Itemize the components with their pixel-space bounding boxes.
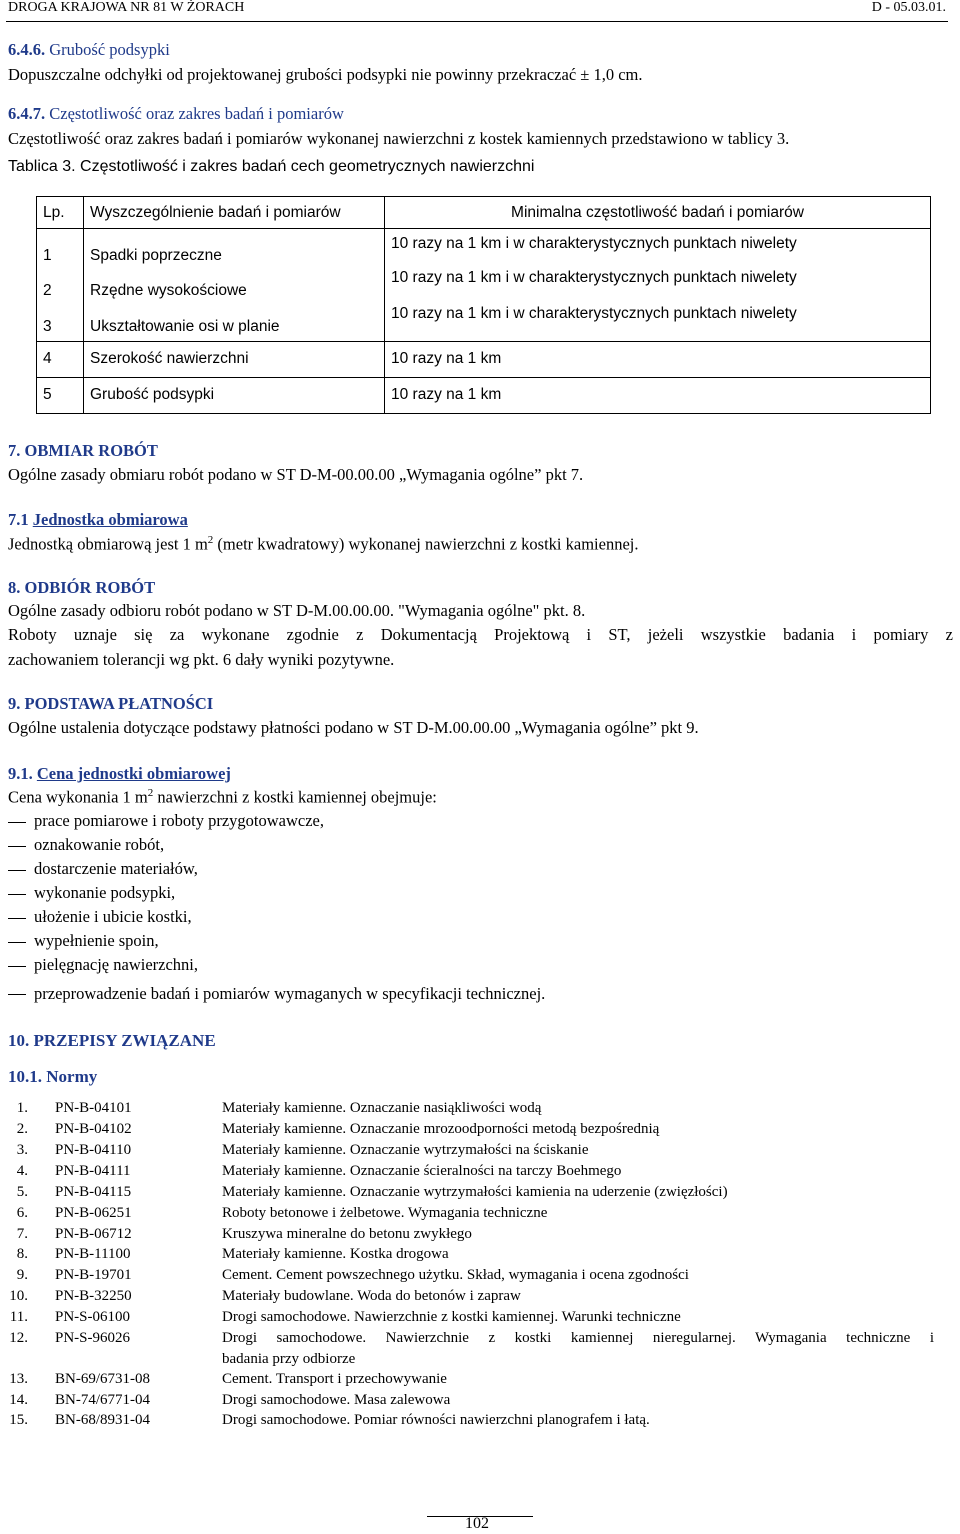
section-10-heading [8, 1031, 216, 1051]
section-10-number: 10. [8, 1031, 30, 1050]
section-9-heading [8, 694, 213, 714]
norm-number: 2. [16, 1121, 28, 1137]
norm-description: Materiały kamienne. Oznaczanie mrozoodporności metodą bezpośrednią [222, 1121, 660, 1137]
table-header-lp: Lp. [37, 197, 84, 229]
section-7-text: Ogólne zasady obmiaru robót podano w ST D-M-00.00.00 „Wymagania ogólne” pkt 7. [8, 465, 584, 484]
norm-number: 14. [9, 1392, 28, 1408]
section-647-heading [8, 104, 344, 124]
section-9-number: 9. [8, 694, 21, 713]
norm-number: 3. [16, 1142, 28, 1158]
norm-code: PN-B-04111 [55, 1163, 131, 1179]
norm-description: Drogi samochodowe. Pomiar równości nawierzchni planografem i łatą. [222, 1412, 650, 1428]
list-item: wykonanie podsypki, [34, 883, 176, 902]
table-3-caption: Tablica 3. Częstotliwość i zakres badań cech geometrycznych nawierzchni [8, 158, 535, 175]
norm-number: 6. [16, 1205, 28, 1221]
list-item: oznakowanie robót, [34, 835, 165, 854]
norm-description: Drogi samochodowe. Masa zalewowa [222, 1392, 451, 1408]
norm-number: 10. [9, 1288, 28, 1304]
section-91-heading [8, 764, 231, 784]
norm-code: PN-S-06100 [55, 1309, 131, 1325]
table-row [37, 269, 931, 305]
section-8-text-1: Ogólne zasady odbioru robót podano w ST D-M.00.00.00. "Wymagania ogólne" pkt. 8. [8, 601, 586, 620]
dash-bullet-icon [8, 846, 26, 847]
section-71-number: 7.1 [8, 510, 29, 529]
section-646-title: Grubość podsypki [49, 40, 170, 59]
norm-description: Materiały kamienne. Oznaczanie nasiąkliwości wodą [222, 1100, 542, 1116]
norm-code: PN-B-32250 [55, 1288, 132, 1304]
superscript: 2 [207, 534, 214, 546]
table-cell-name: Spadki poprzeczne [84, 235, 385, 269]
dash-bullet-icon [8, 942, 26, 943]
norm-code: PN-B-04101 [55, 1100, 132, 1116]
norm-description: Materiały kamienne. Kostka drogowa [222, 1246, 449, 1262]
section-8-text-2a: Roboty uznaje się za wykonane zgodnie z Dokumentacją Projektową i ST, jeżeli wszystkie badania i pomiary z [8, 625, 953, 644]
dash-bullet-icon [8, 822, 26, 823]
section-101-number: 10.1. [8, 1067, 42, 1086]
norm-code: PN-B-19701 [55, 1267, 132, 1283]
section-646-heading [8, 40, 170, 60]
table-row [37, 341, 931, 377]
section-9-title: PODSTAWA PŁATNOŚCI [24, 694, 214, 713]
section-71-title: Jednostka obmiarowa [32, 510, 188, 529]
norm-description: Materiały kamienne. Oznaczanie wytrzymałości kamienia na uderzenie (zwięzłości) [222, 1184, 728, 1200]
norm-code: PN-B-11100 [55, 1246, 131, 1262]
norm-description: Kruszywa mineralne do betonu zwykłego [222, 1226, 472, 1242]
section-7-heading [8, 441, 158, 461]
section-91-text: Cena wykonania 1 $m^2$ nawierzchni z kostki kamiennej obejmuje: [8, 787, 437, 807]
section-8-title: ODBIÓR ROBÓT [24, 578, 156, 597]
dash-bullet-icon [8, 994, 26, 995]
table-header-row [37, 197, 931, 229]
dash-bullet-icon [8, 918, 26, 919]
section-7-title: OBMIAR ROBÓT [24, 441, 158, 460]
norm-number: 15. [9, 1412, 28, 1428]
section-91-title: Cena jednostki obmiarowej [36, 764, 231, 783]
norm-number: 8. [16, 1246, 28, 1262]
section-71-text: Jednostką obmiarową jest 1 $m^2$ (metr kwadratowy) wykonanej nawierzchni z kostki kamiennej. [8, 534, 639, 554]
dash-bullet-icon [8, 966, 26, 967]
section-71-heading [8, 510, 188, 530]
dash-bullet-icon [8, 870, 26, 871]
table-cell-name: Szerokość nawierzchni [84, 341, 385, 377]
table-row [37, 377, 931, 413]
table-row [37, 235, 931, 269]
section-8-number: 8. [8, 578, 21, 597]
norm-description: Cement. Cement powszechnego użytku. Skład, wymagania i ocena zgodności [222, 1267, 689, 1283]
table-header-name: Wyszczególnienie badań i pomiarów [84, 197, 385, 229]
table-header-frequency: Minimalna częstotliwość badań i pomiarów [385, 197, 931, 229]
norm-code: PN-B-04115 [55, 1184, 132, 1200]
document-header-code: D - 05.03.01. [871, 0, 946, 15]
norm-description: Drogi samochodowe. Nawierzchnie z kostki kamiennej. Warunki techniczne [222, 1309, 681, 1325]
section-101-title: Normy [46, 1067, 98, 1086]
list-item: ułożenie i ubicie kostki, [34, 907, 192, 926]
norm-description: Materiały budowlane. Woda do betonów i zapraw [222, 1288, 521, 1304]
table-row [37, 305, 931, 341]
table-cell-lp: 3 [37, 305, 84, 341]
table-cell-name: Grubość podsypki [84, 377, 385, 413]
norm-number: 7. [16, 1226, 28, 1242]
section-7-number: 7. [8, 441, 21, 460]
table-cell-lp: 1 [37, 235, 84, 269]
norm-number: 12. [9, 1330, 28, 1346]
table-cell-frequency: 10 razy na 1 km i w charakterystycznych punktach niwelety [385, 235, 931, 269]
section-10-title: PRZEPISY ZWIĄZANE [33, 1031, 216, 1050]
table-cell-lp: 2 [37, 269, 84, 305]
table-cell-frequency: 10 razy na 1 km i w charakterystycznych punktach niwelety [385, 305, 931, 341]
table-cell-frequency: 10 razy na 1 km [385, 341, 931, 377]
superscript: 2 [147, 787, 154, 799]
table-3 [36, 196, 931, 414]
norm-code: PN-B-04110 [55, 1142, 132, 1158]
norm-code: BN-74/6771-04 [55, 1392, 150, 1408]
list-item: dostarczenie materiałów, [34, 859, 198, 878]
section-8-text-2b: zachowaniem tolerancji wg pkt. 6 dały wyniki pozytywne. [8, 650, 395, 669]
section-91-number: 9.1. [8, 764, 33, 783]
table-cell-name: Rzędne wysokościowe [84, 269, 385, 305]
norm-description-continued: badania przy odbiorze [222, 1351, 356, 1367]
norm-code: PN-B-04102 [55, 1121, 132, 1137]
norm-description: Roboty betonowe i żelbetowe. Wymagania techniczne [222, 1205, 548, 1221]
norm-number: 9. [16, 1267, 28, 1283]
dash-bullet-icon [8, 894, 26, 895]
norm-code: BN-68/8931-04 [55, 1412, 150, 1428]
section-647-number: 6.4.7. [8, 104, 46, 123]
section-8-heading [8, 578, 155, 598]
norm-description: Drogi samochodowe. Nawierzchnie z kostki kamiennej nieregularnej. Wymagania techniczne i [222, 1330, 934, 1346]
norm-number: 13. [9, 1371, 28, 1387]
table-cell-frequency: 10 razy na 1 km [385, 377, 931, 413]
norm-number: 5. [16, 1184, 28, 1200]
list-item: przeprowadzenie badań i pomiarów wymaganych w specyfikacji technicznej. [34, 984, 546, 1003]
table-cell-name: Ukształtowanie osi w planie [84, 305, 385, 341]
norm-code: BN-69/6731-08 [55, 1371, 150, 1387]
section-101-heading [8, 1067, 97, 1087]
table-cell-frequency: 10 razy na 1 km i w charakterystycznych punktach niwelety [385, 269, 931, 305]
page-number: 102 [465, 1515, 489, 1532]
norm-code: PN-B-06712 [55, 1226, 132, 1242]
norm-description: Materiały kamienne. Oznaczanie ścieralności na tarczy Boehmego [222, 1163, 622, 1179]
section-646-number: 6.4.6. [8, 40, 46, 59]
list-item: wypełnienie spoin, [34, 931, 159, 950]
section-9-text: Ogólne ustalenia dotyczące podstawy płatności podano w ST D-M.00.00.00 „Wymagania ogólne” pkt 9. [8, 718, 699, 737]
norm-number: 4. [16, 1163, 28, 1179]
norm-number: 11. [9, 1309, 28, 1325]
header-divider [6, 21, 948, 22]
norm-code: PN-S-96026 [55, 1330, 131, 1346]
list-item: prace pomiarowe i roboty przygotowawcze, [34, 811, 325, 830]
norm-code: PN-B-06251 [55, 1205, 132, 1221]
table-cell-lp: 5 [37, 377, 84, 413]
section-646-text: Dopuszczalne odchyłki od projektowanej grubości podsypki nie powinny przekraczać ± 1,0 cm. [8, 65, 643, 84]
norm-description: Cement. Transport i przechowywanie [222, 1371, 447, 1387]
norm-description: Materiały kamienne. Oznaczanie wytrzymałości na ściskanie [222, 1142, 589, 1158]
norm-number: 1. [16, 1100, 28, 1116]
list-item: pielęgnację nawierzchni, [34, 955, 198, 974]
section-647-title: Częstotliwość oraz zakres badań i pomiarów [49, 104, 344, 123]
document-header-title: DROGA KRAJOWA NR 81 W ŻORACH [8, 0, 245, 15]
table-cell-lp: 4 [37, 341, 84, 377]
section-647-text: Częstotliwość oraz zakres badań i pomiarów wykonanej nawierzchni z kostek kamiennych przedstawiono w tablicy 3. [8, 129, 790, 148]
